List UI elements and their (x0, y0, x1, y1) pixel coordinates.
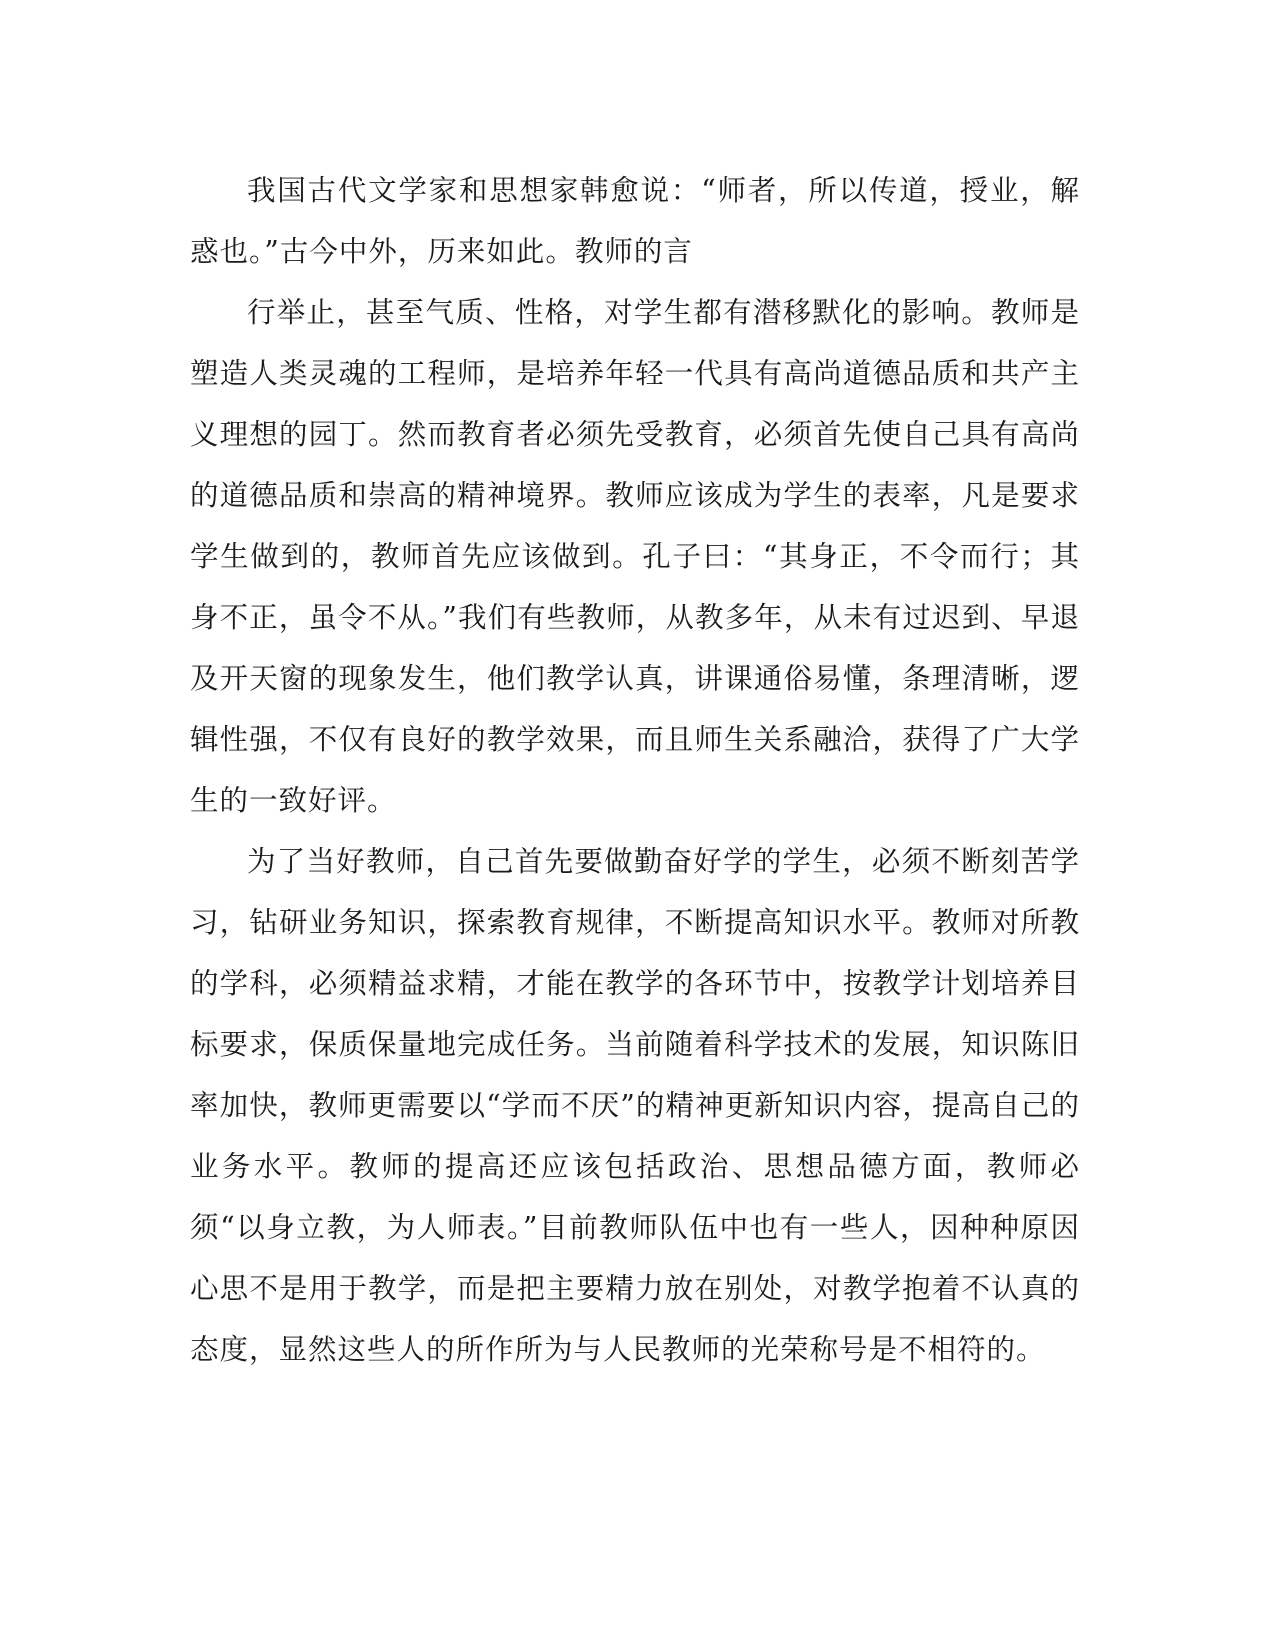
paragraph-3: 为了当好教师，自己首先要做勤奋好学的学生，必须不断刻苦学习，钻研业务知识，探索教育规律，不断提高知识水平。教师对所教的学科，必须精益求精，才能在教学的各环节中，按教学计划培养目标要求，保质保量地完成任务。当前随着科学技术的发展，知识陈旧率加快，教师更需要以“学而不厌”的精神更新知识内容，提高自己的业务水平。教师的提高还应该包括政治、思想品德方面，教师必须“以身立教，为人师表。”目前教师队伍中也有一些人，因种种原因心思不是用于教学，而是把主要精力放在别处，对教学抱着不认真的态度，显然这些人的所作所为与人民教师的光荣称号是不相符的。 (190, 845, 1080, 1366)
document-body (190, 160, 1080, 1380)
paragraph-1: 我国古代文学家和思想家韩愈说：“师者，所以传道，授业，解惑也。”古今中外，历来如此。教师的言 (190, 174, 1080, 268)
paragraph-2: 行举止，甚至气质、性格，对学生都有潜移默化的影响。教师是塑造人类灵魂的工程师，是培养年轻一代具有高尚道德品质和共产主义理想的园丁。然而教育者必须先受教育，必须首先使自己具有高尚的道德品质和崇高的精神境界。教师应该成为学生的表率，凡是要求学生做到的，教师首先应该做到。孔子曰：“其身正，不令而行；其身不正，虽令不从。”我们有些教师，从教多年，从未有过迟到、早退及开天窗的现象发生，他们教学认真，讲课通俗易懂，条理清晰，逻辑性强，不仅有良好的教学效果，而且师生关系融洽，获得了广大学生的一致好评。 (190, 296, 1080, 817)
